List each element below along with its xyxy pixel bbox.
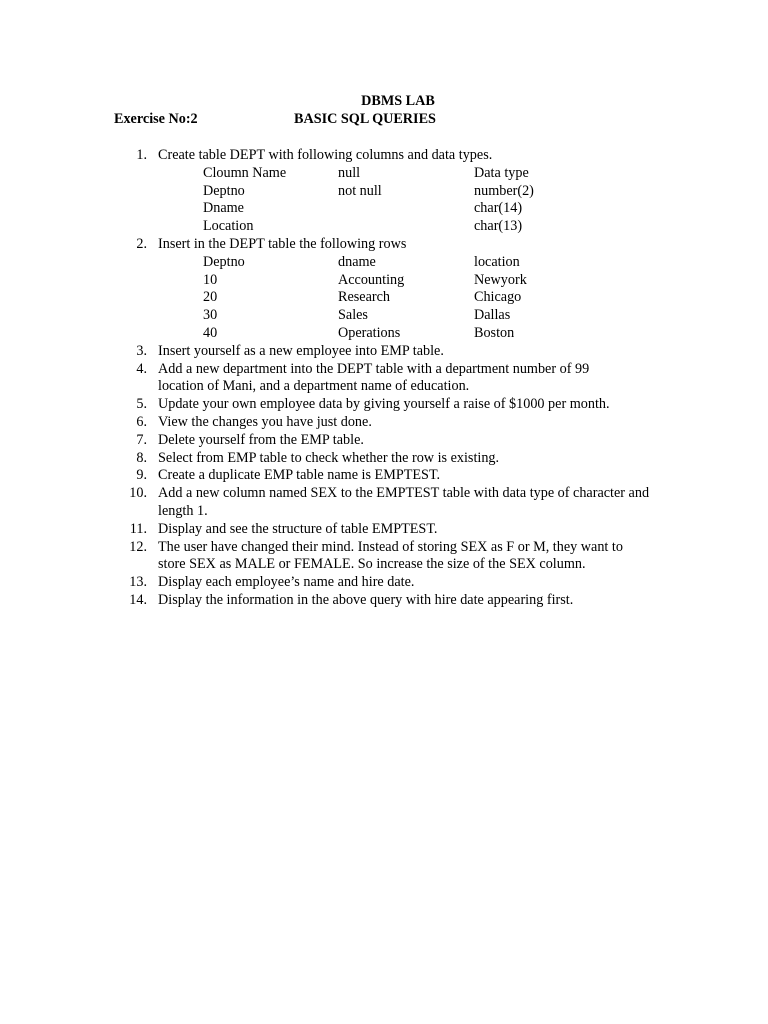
table-cell: 30: [203, 307, 218, 324]
table-row: [0, 272, 768, 290]
table-row: [0, 289, 768, 307]
question-number: 1.: [136, 147, 147, 163]
table-cell: char(13): [474, 218, 523, 235]
question-text: Display the information in the above query with hire date appearing first.: [158, 591, 574, 608]
dept-columns-table: [0, 165, 768, 236]
table-row: [0, 165, 768, 183]
table-cell: dname: [338, 253, 376, 270]
question-item: [0, 147, 768, 165]
table-row: [0, 218, 768, 236]
question-text: View the changes you have just done.: [158, 413, 372, 430]
question-text: Create a duplicate EMP table name is EMPTEST.: [158, 467, 441, 484]
table-cell: Research: [338, 289, 390, 306]
question-number: 7.: [136, 431, 147, 448]
question-item: [0, 396, 768, 414]
table-cell: Location: [203, 218, 254, 235]
question-text: Insert yourself as a new employee into EMP table.: [158, 342, 444, 359]
table-cell: Chicago: [474, 289, 522, 306]
question-number: 5.: [136, 396, 147, 413]
question-number: 3.: [136, 342, 147, 359]
table-cell: Accounting: [338, 271, 405, 288]
exercise-number: Exercise No:2: [114, 111, 198, 127]
question-text: Create table DEPT with following columns and data types.: [158, 147, 493, 163]
table-row: [0, 325, 768, 343]
table-cell: location: [474, 253, 520, 270]
table-cell: 10: [203, 271, 218, 288]
question-text: Add a new column named SEX to the EMPTEST table with data type of character and length 1.: [158, 485, 650, 519]
table-cell: Boston: [474, 324, 515, 341]
table-cell: Dname: [203, 200, 244, 217]
question-item: [0, 485, 768, 521]
question-number: 14.: [129, 591, 147, 608]
question-item: [0, 343, 768, 361]
table-cell: null: [338, 164, 361, 181]
question-item: [0, 361, 768, 397]
table-cell: number(2): [474, 182, 534, 199]
question-text: The user have changed their mind. Instead of storing SEX as F or M, they want to store SEX as MALE or FEMALE. So increase the size of the SEX column.: [158, 538, 623, 573]
question-item: [0, 414, 768, 432]
table-cell: Data type: [474, 164, 529, 181]
question-text: Add a new department into the DEPT table with a department number of 99 location of Mani, and a department name of education.: [158, 360, 590, 395]
exercise-title: BASIC SQL QUERIES: [294, 111, 436, 127]
question-item: [0, 574, 768, 592]
table-row: [0, 200, 768, 218]
table-row: [0, 254, 768, 272]
table-cell: not null: [338, 182, 382, 199]
question-number: 12.: [129, 538, 147, 555]
dept-rows-table: [0, 254, 768, 343]
question-item: [0, 450, 768, 468]
question-text: Update your own employee data by giving yourself a raise of $1000 per month.: [158, 396, 610, 413]
question-number: 2.: [136, 235, 147, 252]
table-row: [0, 307, 768, 325]
table-cell: Sales: [338, 307, 368, 324]
question-text: Display and see the structure of table EMPTEST.: [158, 520, 438, 537]
table-cell: Dallas: [474, 307, 511, 324]
table-row: [0, 183, 768, 201]
question-list: [0, 147, 768, 610]
question-number: 10.: [129, 485, 147, 502]
lab-title: DBMS LAB: [361, 93, 435, 109]
question-number: 4.: [136, 360, 147, 377]
table-cell: Cloumn Name: [203, 164, 287, 181]
question-item: [0, 539, 768, 575]
question-text: Select from EMP table to check whether the row is existing.: [158, 449, 500, 466]
table-cell: Deptno: [203, 182, 245, 199]
question-number: 13.: [129, 574, 147, 591]
question-number: 9.: [136, 467, 147, 484]
question-number: 8.: [136, 449, 147, 466]
question-number: 11.: [129, 520, 147, 537]
table-cell: Newyork: [474, 271, 527, 288]
question-item: [0, 236, 768, 254]
table-cell: 20: [203, 289, 218, 306]
question-text: Insert in the DEPT table the following rows: [158, 235, 407, 252]
question-text: Display each employee’s name and hire date.: [158, 574, 415, 591]
table-cell: 40: [203, 324, 218, 341]
question-number: 6.: [136, 413, 147, 430]
question-item: [0, 592, 768, 610]
question-item: [0, 432, 768, 450]
question-item: [0, 521, 768, 539]
question-text: Delete yourself from the EMP table.: [158, 431, 364, 448]
table-cell: Operations: [338, 324, 401, 341]
question-item: [0, 467, 768, 485]
table-cell: char(14): [474, 200, 523, 217]
table-cell: Deptno: [203, 253, 245, 270]
